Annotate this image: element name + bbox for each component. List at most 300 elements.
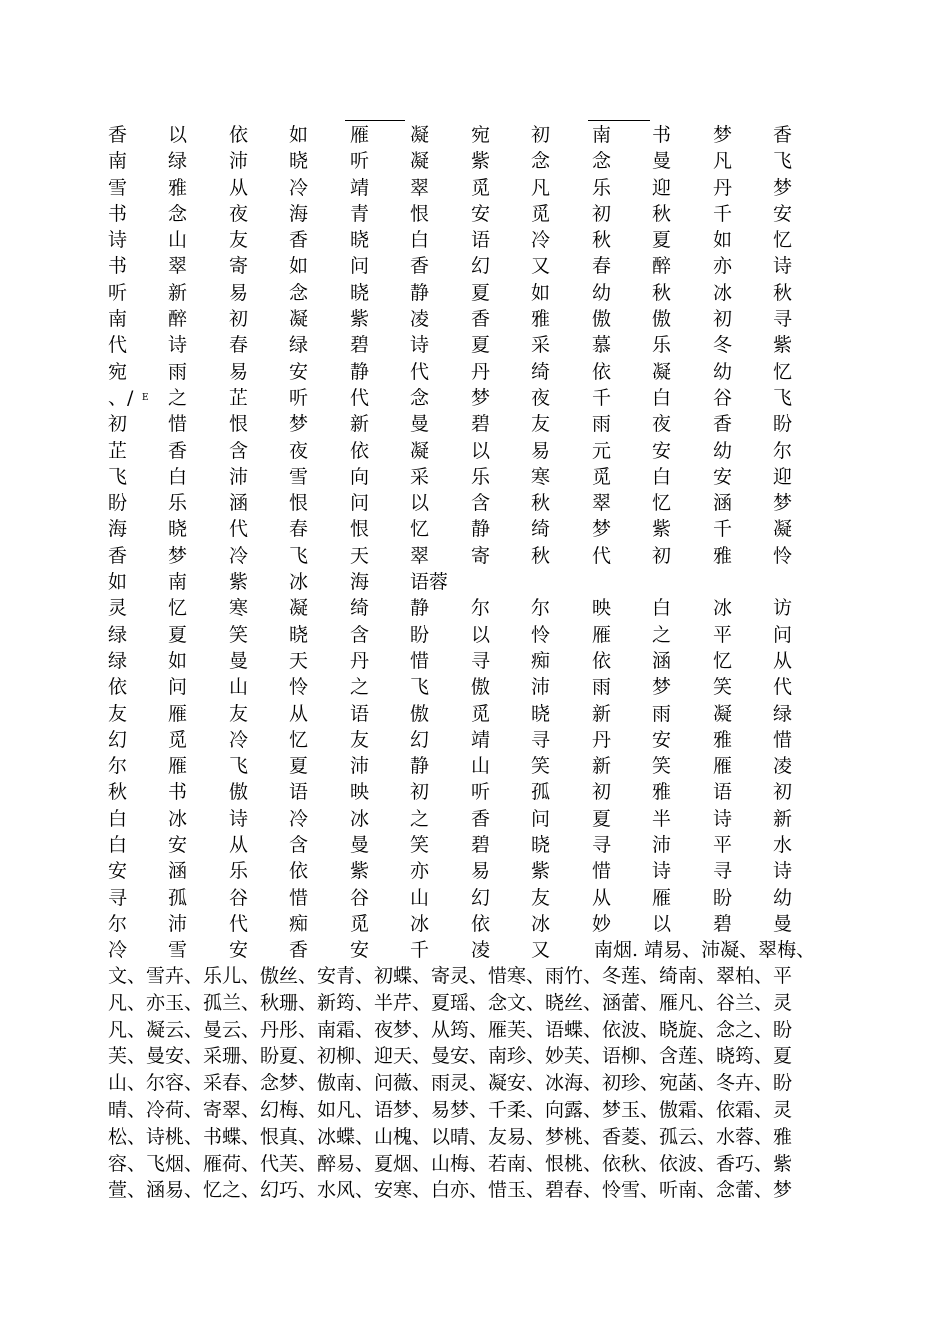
grid-cell: 谷 <box>229 886 249 909</box>
grid-cell: 白 <box>108 834 128 857</box>
grid-cell: 白 <box>652 465 672 488</box>
grid-row <box>108 911 848 937</box>
grid-cell: 友 <box>229 229 249 252</box>
grid-cell: 代 <box>229 912 249 935</box>
grid-row <box>108 227 848 253</box>
grid-cell: 诗 <box>229 807 249 830</box>
grid-cell: 沛 <box>350 755 370 778</box>
grid-cell: 夏 <box>168 623 188 646</box>
grid-cell: 夜 <box>229 202 249 225</box>
grid-cell: 紫 <box>350 860 370 883</box>
grid-cell: 梦 <box>773 492 793 515</box>
overline-rule-col5 <box>345 120 405 121</box>
grid-cell: 傲 <box>652 308 672 331</box>
grid-cell: 惜 <box>168 413 188 436</box>
grid-cell: 听 <box>471 781 491 804</box>
grid-cell: 代 <box>592 544 612 567</box>
grid-cell: 友 <box>229 702 249 725</box>
grid-cell: 寒 <box>229 597 249 620</box>
grid-cell: 秋 <box>592 229 612 252</box>
grid-cell: 凝 <box>410 124 430 146</box>
grid-cell: 依 <box>350 439 370 462</box>
grid-cell: 从 <box>592 886 612 909</box>
grid-cell: 痴 <box>289 912 309 935</box>
grid-cell: 乐 <box>652 334 672 357</box>
grid-cell: 慕 <box>592 334 612 357</box>
grid-cell: 惜 <box>592 860 612 883</box>
grid-cell: 觅 <box>531 202 551 225</box>
grid-cell: 笑 <box>652 755 672 778</box>
grid-cell: 南 <box>108 150 128 173</box>
grid-row <box>108 359 848 385</box>
grid-cell: 怜 <box>531 623 551 646</box>
grid-cell: 亦 <box>410 860 430 883</box>
grid-cell: 迎 <box>773 465 793 488</box>
grid-cell: 笑 <box>229 623 249 646</box>
grid-cell: 觅 <box>350 912 370 935</box>
grid-cell: 傲 <box>410 702 430 725</box>
grid-cell: 凌 <box>410 308 430 331</box>
grid-cell: 又 <box>531 939 551 962</box>
grid-cell: 恨 <box>410 202 430 225</box>
grid-cell: 山 <box>229 676 249 699</box>
grid-cell: 凝 <box>289 597 309 620</box>
grid-cell: 乐 <box>592 176 612 199</box>
grid-cell: 新 <box>773 807 793 830</box>
grid-cell: 从 <box>229 834 249 857</box>
grid-row <box>108 858 848 884</box>
grid-cell: 紫 <box>652 518 672 541</box>
grid-cell: 南 <box>592 124 612 146</box>
grid-row <box>108 464 848 490</box>
grid-cell: 痴 <box>531 649 551 672</box>
grid-cell: 春 <box>289 518 309 541</box>
grid-cell: 曼 <box>229 649 249 672</box>
grid-cell: 梦 <box>652 676 672 699</box>
grid-cell: 安 <box>652 728 672 751</box>
grid-cell: 映 <box>350 781 370 804</box>
grid-cell: 曼 <box>350 834 370 857</box>
grid-cell: 千 <box>410 939 430 962</box>
grid-cell: 初 <box>229 308 249 331</box>
paragraph-line: 文、雪卉、乐儿、傲丝、安青、初蝶、寄灵、惜寒、雨竹、冬莲、绮南、翠柏、平 <box>108 965 793 987</box>
grid-cell: 恨 <box>229 413 249 436</box>
grid-cell: 乐 <box>229 860 249 883</box>
grid-cell: 觅 <box>592 465 612 488</box>
grid-cell: 凝 <box>410 150 430 173</box>
grid-cell: 香 <box>108 124 128 146</box>
grid-cell: 丹 <box>471 360 491 383</box>
grid-cell: 初 <box>652 544 672 567</box>
grid-cell: 寻 <box>592 834 612 857</box>
grid-cell: 代 <box>108 334 128 357</box>
grid-cell: 曼 <box>410 413 430 436</box>
grid-cell: 雁 <box>592 623 612 646</box>
grid-cell: 听 <box>289 386 309 409</box>
paragraph-line: 松、诗桃、书蝶、恨真、冰蝶、山槐、以晴、友易、梦桃、香菱、孤云、水蓉、雅 <box>108 1125 793 1148</box>
grid-cell: 碧 <box>471 413 491 436</box>
grid-row <box>108 122 848 148</box>
grid-cell: 沛 <box>652 834 672 857</box>
grid-cell: 绮 <box>350 597 370 620</box>
grid-cell: 千 <box>592 386 612 409</box>
grid-cell: 雁 <box>168 755 188 778</box>
grid-row <box>108 438 848 464</box>
grid-cell: 如 <box>713 229 733 252</box>
grid-row <box>108 937 848 963</box>
grid-cell: 凝 <box>713 702 733 725</box>
grid-cell: 春 <box>592 255 612 278</box>
grid-cell: 谷 <box>713 386 733 409</box>
grid-cell: 念 <box>410 386 430 409</box>
grid-row <box>108 674 848 700</box>
grid-cell: 山 <box>471 755 491 778</box>
paragraph-line: 凡、亦玉、孤兰、秋珊、新筠、半芹、夏瑶、念文、晓丝、涵蕾、雁凡、谷兰、灵 <box>108 991 793 1014</box>
grid-cell: 香 <box>289 229 309 252</box>
grid-cell: 笑 <box>531 755 551 778</box>
grid-cell: 问 <box>773 623 793 646</box>
grid-cell: 幻 <box>471 255 491 278</box>
grid-cell: 紫 <box>229 571 249 594</box>
grid-cell: 依 <box>229 124 249 146</box>
paragraph-line: 凡、凝云、曼云、丹彤、南霜、夜梦、从筠、雁芙、语蝶、依波、晓旋、念之、盼 <box>108 1018 793 1041</box>
grid-cell: 冰 <box>289 571 309 594</box>
grid-cell: 恨 <box>289 492 309 515</box>
grid-cell: 安 <box>229 939 249 962</box>
grid-cell: 含 <box>289 834 309 857</box>
grid-cell: 寄 <box>471 544 491 567</box>
grid-cell: 雨 <box>652 702 672 725</box>
grid-cell: 芷 <box>229 386 249 409</box>
grid-cell: 孤 <box>531 781 551 804</box>
grid-cell: 春 <box>229 334 249 357</box>
grid-cell: 念 <box>592 150 612 173</box>
grid-cell: 雅 <box>713 728 733 751</box>
paragraph-line: 芙、曼安、采珊、盼夏、初柳、迎天、曼安、南珍、妙芙、语柳、含莲、晓筠、夏 <box>108 1045 793 1068</box>
grid-cell: 碧 <box>350 334 370 357</box>
grid-cell: 南 <box>108 308 128 331</box>
grid-cell: 怜 <box>289 676 309 699</box>
grid-cell: 香 <box>410 255 430 278</box>
grid-row <box>108 148 848 174</box>
grid-cell: 觅 <box>168 728 188 751</box>
grid-row <box>108 885 848 911</box>
grid-cell: 问 <box>168 676 188 699</box>
grid-cell: 书 <box>108 255 128 278</box>
grid-cell: 香 <box>773 124 793 146</box>
grid-cell: 夏 <box>652 229 672 252</box>
grid-cell: 千 <box>713 518 733 541</box>
grid-cell: 冷 <box>531 229 551 252</box>
grid-cell: 新 <box>592 755 612 778</box>
grid-cell: 醉 <box>168 308 188 331</box>
grid-cell: 依 <box>592 649 612 672</box>
grid-cell: 冰 <box>713 597 733 620</box>
grid-cell: 乐 <box>168 492 188 515</box>
grid-cell: 语 <box>713 781 733 804</box>
grid-cell: 安 <box>773 202 793 225</box>
grid-cell: 青 <box>350 202 370 225</box>
grid-cell: 、/ <box>108 386 134 409</box>
grid-cell: 安 <box>350 939 370 962</box>
grid-cell: 梦 <box>713 124 733 146</box>
grid-cell: 丹 <box>350 649 370 672</box>
grid-cell: 含 <box>229 439 249 462</box>
grid-cell: 寻 <box>713 860 733 883</box>
grid-cell: 天 <box>289 649 309 672</box>
grid-cell: 寄 <box>229 255 249 278</box>
grid-cell: 觅 <box>471 176 491 199</box>
grid-cell: 安 <box>713 465 733 488</box>
grid-small-mark: E <box>142 392 149 403</box>
grid-cell: 雁 <box>652 886 672 909</box>
grid-cell: 念 <box>289 281 309 304</box>
grid-cell: 忆 <box>773 360 793 383</box>
grid-cell: 尔 <box>108 912 128 935</box>
grid-cell: 安 <box>652 439 672 462</box>
grid-cell: 绿 <box>168 150 188 173</box>
grid-row <box>108 543 848 569</box>
grid-cell: 寻 <box>108 886 128 909</box>
grid-row <box>108 175 848 201</box>
grid-cell: 白 <box>108 807 128 830</box>
grid-tail-text: 南烟. 靖易、沛凝、翠梅、 <box>594 939 816 962</box>
grid-row <box>108 648 848 674</box>
grid-cell: 友 <box>350 728 370 751</box>
grid-cell: 安 <box>168 834 188 857</box>
grid-row <box>108 306 848 332</box>
grid-cell: 秋 <box>652 281 672 304</box>
grid-cell: 孤 <box>168 886 188 909</box>
grid-cell: 凌 <box>773 755 793 778</box>
grid-cell: 雨 <box>592 413 612 436</box>
grid-cell: 诗 <box>410 334 430 357</box>
grid-cell: 南 <box>168 571 188 594</box>
grid-cell: 雁 <box>168 702 188 725</box>
paragraph-line: 山、尔容、采春、念梦、傲南、问薇、雨灵、凝安、冰海、初珍、宛菡、冬卉、盼 <box>108 1072 793 1095</box>
grid-row <box>108 490 848 516</box>
grid-cell: 新 <box>350 413 370 436</box>
grid-cell: 惜 <box>289 886 309 909</box>
grid-row <box>108 727 848 753</box>
grid-cell: 幼 <box>592 281 612 304</box>
grid-cell: 雪 <box>108 176 128 199</box>
grid-row <box>108 411 848 437</box>
grid-cell: 千 <box>713 202 733 225</box>
grid-cell: 山 <box>168 229 188 252</box>
grid-cell: 含 <box>471 492 491 515</box>
grid-cell: 水 <box>773 834 793 857</box>
grid-cell: 香 <box>289 939 309 962</box>
grid-cell: 秋 <box>531 492 551 515</box>
grid-cell: 语 <box>289 781 309 804</box>
grid-cell: 冷 <box>229 728 249 751</box>
grid-cell: 如 <box>168 649 188 672</box>
grid-cell: 听 <box>108 281 128 304</box>
grid-cell: 新 <box>592 702 612 725</box>
grid-cell: 诗 <box>168 334 188 357</box>
grid-cell: 雪 <box>289 465 309 488</box>
grid-cell: 忆 <box>713 649 733 672</box>
grid-cell: 友 <box>108 702 128 725</box>
grid-cell: 语 <box>350 702 370 725</box>
grid-cell: 涵 <box>713 492 733 515</box>
grid-cell: 静 <box>410 597 430 620</box>
grid-cell: 如 <box>289 124 309 146</box>
grid-cell: 映 <box>592 597 612 620</box>
paragraph-line: 晴、冷荷、寄翠、幻梅、如凡、语梦、易梦、千柔、向露、梦玉、傲霜、依霜、灵 <box>108 1098 793 1121</box>
grid-cell: 靖 <box>350 176 370 199</box>
grid-cell: 以 <box>652 912 672 935</box>
grid-cell: 又 <box>531 255 551 278</box>
grid-cell: 采 <box>531 334 551 357</box>
grid-cell: 冰 <box>713 281 733 304</box>
grid-cell: 飞 <box>773 386 793 409</box>
grid-cell: 念 <box>531 150 551 173</box>
grid-cell: 如 <box>289 255 309 278</box>
grid-cell: 采 <box>410 465 430 488</box>
grid-cell: 夏 <box>592 807 612 830</box>
grid-cell: 尔 <box>471 597 491 620</box>
grid-cell: 盼 <box>108 492 128 515</box>
grid-cell: 梦 <box>592 518 612 541</box>
grid-cell: 冰 <box>531 912 551 935</box>
grid-cell: 凝 <box>652 360 672 383</box>
grid-cell: 惜 <box>410 649 430 672</box>
grid-cell: 平 <box>713 834 733 857</box>
grid-cell: 诗 <box>108 229 128 252</box>
grid-cell: 静 <box>350 360 370 383</box>
grid-cell: 夏 <box>289 755 309 778</box>
grid-cell: 依 <box>592 360 612 383</box>
grid-cell: 沛 <box>168 912 188 935</box>
grid-row <box>108 201 848 227</box>
grid-cell: 安 <box>289 360 309 383</box>
grid-cell: 幻 <box>410 728 430 751</box>
grid-cell: 寒 <box>531 465 551 488</box>
grid-cell: 夜 <box>289 439 309 462</box>
grid-cell: 海 <box>350 571 370 594</box>
grid-cell: 夏 <box>471 334 491 357</box>
grid-cell: 醉 <box>652 255 672 278</box>
grid-cell: 初 <box>592 202 612 225</box>
grid-cell: 秋 <box>652 202 672 225</box>
grid-cell: 秋 <box>531 544 551 567</box>
grid-cell: 梦 <box>773 176 793 199</box>
grid-cell: 静 <box>410 755 430 778</box>
grid-cell: 书 <box>652 124 672 146</box>
grid-cell: 晓 <box>350 281 370 304</box>
grid-cell: 雨 <box>592 676 612 699</box>
grid-cell: 凡 <box>713 150 733 173</box>
grid-cell: 笑 <box>410 834 430 857</box>
grid-cell: 傲 <box>229 781 249 804</box>
grid-cell: 忆 <box>168 597 188 620</box>
grid-cell: 冷 <box>289 807 309 830</box>
grid-cell: 晓 <box>531 702 551 725</box>
grid-cell: 诗 <box>713 807 733 830</box>
grid-cell: 宛 <box>471 124 491 146</box>
grid-cell: 乐 <box>471 465 491 488</box>
grid-cell: 涵 <box>652 649 672 672</box>
grid-cell: 夏 <box>471 281 491 304</box>
grid-cell: 秋 <box>773 281 793 304</box>
grid-cell: 新 <box>168 281 188 304</box>
grid-cell: 元 <box>592 439 612 462</box>
grid-cell: 凝 <box>773 518 793 541</box>
grid-cell: 盼 <box>713 886 733 909</box>
grid-cell: 飞 <box>229 755 249 778</box>
grid-cell: 芷 <box>108 439 128 462</box>
grid-cell: 梦 <box>471 386 491 409</box>
grid-cell: 海 <box>108 518 128 541</box>
grid-cell: 问 <box>350 492 370 515</box>
grid-cell: 雁 <box>350 124 370 146</box>
grid-cell: 诗 <box>773 860 793 883</box>
grid-cell: 忆 <box>289 728 309 751</box>
overline-rule-col9 <box>588 120 650 121</box>
grid-cell: 如 <box>531 281 551 304</box>
paragraph-line: 容、飞烟、雁荷、代芙、醉易、夏烟、山梅、若南、恨桃、依秋、依波、香巧、紫 <box>108 1152 793 1175</box>
grid-cell: 诗 <box>652 860 672 883</box>
grid-cell: 飞 <box>773 150 793 173</box>
grid-cell: 翠 <box>168 255 188 278</box>
grid-cell: 雅 <box>713 544 733 567</box>
grid-cell: 安 <box>108 860 128 883</box>
grid-cell: 依 <box>471 912 491 935</box>
grid-cell: 平 <box>713 623 733 646</box>
grid-cell: 依 <box>289 860 309 883</box>
grid-cell: 幼 <box>773 886 793 909</box>
grid-cell: 初 <box>410 781 430 804</box>
grid-cell: 问 <box>350 255 370 278</box>
grid-cell: 以 <box>168 124 188 146</box>
grid-row <box>108 280 848 306</box>
grid-cell: 晓 <box>531 834 551 857</box>
grid-cell: 宛 <box>108 360 128 383</box>
grid-cell: 香 <box>471 807 491 830</box>
grid-cell: 书 <box>168 781 188 804</box>
grid-cell: 初 <box>108 413 128 436</box>
grid-cell: 沛 <box>229 150 249 173</box>
grid-cell: 之 <box>410 807 430 830</box>
name-grid <box>108 122 848 964</box>
grid-cell: 秋 <box>108 781 128 804</box>
grid-row <box>108 385 848 411</box>
grid-cell: 雨 <box>168 360 188 383</box>
grid-cell: 怜 <box>773 544 793 567</box>
grid-row <box>108 595 848 621</box>
grid-cell: 香 <box>471 308 491 331</box>
grid-cell: 香 <box>108 544 128 567</box>
grid-cell: 夜 <box>652 413 672 436</box>
grid-cell: 半 <box>652 807 672 830</box>
paragraph-line: 萱、涵易、忆之、幻巧、水风、安寒、白亦、惜玉、碧春、怜雪、听南、念蕾、梦 <box>108 1179 793 1202</box>
grid-cell: 忆 <box>652 492 672 515</box>
grid-cell: 紫 <box>531 860 551 883</box>
grid-row <box>108 332 848 358</box>
grid-cell: 幻 <box>108 728 128 751</box>
grid-cell: 从 <box>773 649 793 672</box>
grid-cell: 碧 <box>713 912 733 935</box>
grid-cell: 听 <box>350 150 370 173</box>
grid-cell: 晓 <box>289 623 309 646</box>
grid-cell: 静 <box>471 518 491 541</box>
grid-cell: 之 <box>168 386 188 409</box>
grid-cell: 丹 <box>713 176 733 199</box>
grid-cell: 曼 <box>652 150 672 173</box>
grid-cell: 易 <box>471 860 491 883</box>
